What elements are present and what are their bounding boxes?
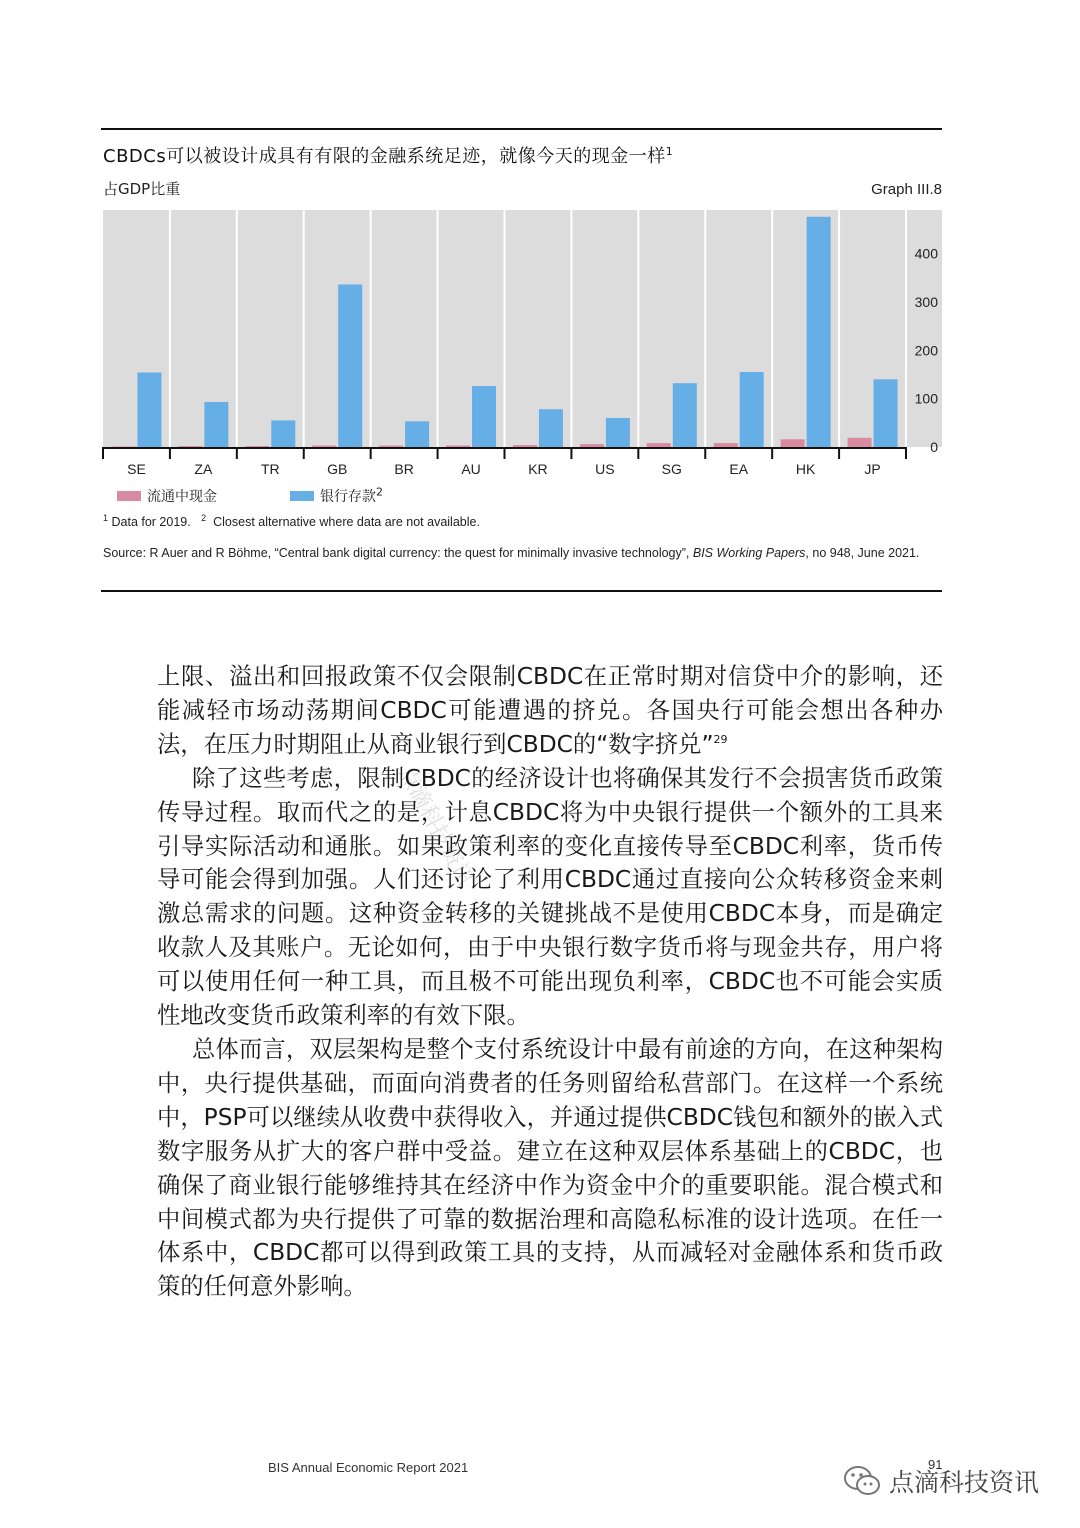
bar-cash-GB xyxy=(312,446,336,447)
bar-chart xyxy=(101,210,943,482)
bar-cash-TR xyxy=(245,446,269,447)
top-rule xyxy=(101,128,942,130)
graph-id: Graph III.8 xyxy=(871,181,942,198)
x-tick-label: JP xyxy=(864,461,881,477)
note-ref: 29 xyxy=(713,733,728,747)
bar-deposits-AU xyxy=(472,386,496,447)
x-tick-label: EA xyxy=(729,461,749,477)
bar-deposits-ZA xyxy=(204,402,228,447)
y-tick-label: 400 xyxy=(914,245,938,262)
legend-item-cash xyxy=(117,486,217,506)
x-tick-label: US xyxy=(595,461,615,477)
chart-footnotes: $^1$ Data for 2019. $^2$ Closest alternative where data are not available. xyxy=(103,512,480,529)
bar-deposits-BR xyxy=(405,421,429,447)
bar-cash-EA xyxy=(714,443,738,447)
bar-cash-BR xyxy=(379,446,403,447)
footer-report-title: BIS Annual Economic Report 2021 xyxy=(268,1460,469,1475)
wechat-watermark xyxy=(843,1463,1039,1499)
page-number: 91 xyxy=(928,1457,943,1472)
y-tick-label: 300 xyxy=(914,293,938,310)
bar-deposits-JP xyxy=(874,379,898,447)
bar-deposits-SG xyxy=(673,383,697,447)
bar-deposits-HK xyxy=(807,217,831,447)
bar-cash-SG xyxy=(647,443,671,447)
x-tick-label: AU xyxy=(461,461,481,477)
watermark-text: 点滴科技资讯 xyxy=(889,1468,1040,1497)
bottom-rule xyxy=(101,590,942,592)
unit-label: 占GDP比重 xyxy=(103,180,181,198)
y-tick-label: 100 xyxy=(914,390,938,407)
wechat-icon xyxy=(843,1465,881,1497)
chart-source: Source: R Auer and R Böhme, “Central bank digital currency: the quest for minimally invasive technology”, BIS Working Papers, no 948, June 2021. xyxy=(103,546,920,560)
bar-deposits-GB xyxy=(338,284,362,447)
paragraph-2: 除了这些考虑，限制CBDC的经济设计也将确保其发行不会损害货币政策传导过程。取而代之的是，计息CBDC将为中央银行提供一个额外的工具来引导实际活动和通胀。如果政策利率的变化直接传导至CBDC利率，货币传导可能会得到加强。人们还讨论了利用CBDC通过直接向公众转移资金来刺激总需求的问题。这种资金转移的关键挑战不是使用CBDC本身，而是确定收款人及其账户。无论如何，由于中央银行数字货币将与现金共存，用户将可以使用任何一种工具，而且极不可能出现负利率，CBDC也不可能会实质性地改变货币政策利率的有效下限。 xyxy=(157,764,943,1030)
bar-deposits-SE xyxy=(137,373,161,447)
x-tick-label: SE xyxy=(127,461,146,477)
legend-label-deposits: 银行存款 xyxy=(320,489,376,505)
legend-label-cash: 流通中现金 xyxy=(147,489,217,505)
x-tick-label: ZA xyxy=(194,461,213,477)
bar-deposits-US xyxy=(606,418,630,447)
bar-cash-ZA xyxy=(178,446,202,447)
paragraph-3: 总体而言，双层架构是整个支付系统设计中最有前途的方向，在这种架构中，央行提供基础，而面向消费者的任务则留给私营部门。在这样一个系统中，PSP可以继续从收费中获得收入，并通过提供CBDC钱包和额外的嵌入式数字服务从扩大的客户群中受益。建立在这种双层体系基础上的CBDC，也确保了商业银行能够维持其在经济中作为资金中介的重要职能。混合模式和中间模式都为央行提供了可靠的数据治理和高隐私标准的设计选项。在任一体系中，CBDC都可以得到政策工具的支持，从而减轻对金融体系和货币政策的任何意外影响。 xyxy=(157,1035,943,1301)
x-tick-label: SG xyxy=(661,461,682,477)
bar-deposits-KR xyxy=(539,409,563,447)
body-text xyxy=(157,660,943,1304)
bar-cash-KR xyxy=(513,445,537,447)
bar-cash-HK xyxy=(781,439,805,447)
x-tick-label: BR xyxy=(394,461,414,477)
chart-title: CBDCs可以被设计成具有有限的金融系统足迹，就像今天的现金一样$^1$ xyxy=(103,145,674,167)
bar-cash-US xyxy=(580,444,604,447)
diagonal-watermark: 点滴科技资讯 xyxy=(393,762,478,891)
legend-item-deposits: 银行存款$^2$ xyxy=(290,486,383,506)
paragraph-1: 上限、溢出和回报政策不仅会限制CBDC在正常时期对信贷中介的影响，还能减轻市场动荡期间CBDC可能遭遇的挤兑。各国央行可能会想出各种办法，在压力时期阻止从商业银行到CBDC的“数字挤兑”$^{29}$ xyxy=(157,663,943,758)
y-tick-label: 0 xyxy=(930,439,938,455)
bar-deposits-EA xyxy=(740,372,764,447)
x-tick-label: TR xyxy=(260,461,280,477)
bar-cash-JP xyxy=(848,438,872,447)
x-tick-label: HK xyxy=(795,461,816,477)
bar-cash-AU xyxy=(446,446,470,447)
legend-swatch-deposits xyxy=(290,491,314,501)
bar-deposits-TR xyxy=(271,420,295,447)
legend-swatch-cash xyxy=(117,491,141,501)
y-tick-label: 200 xyxy=(914,342,938,359)
x-tick-label: KR xyxy=(528,461,548,477)
x-tick-label: GB xyxy=(327,461,348,477)
